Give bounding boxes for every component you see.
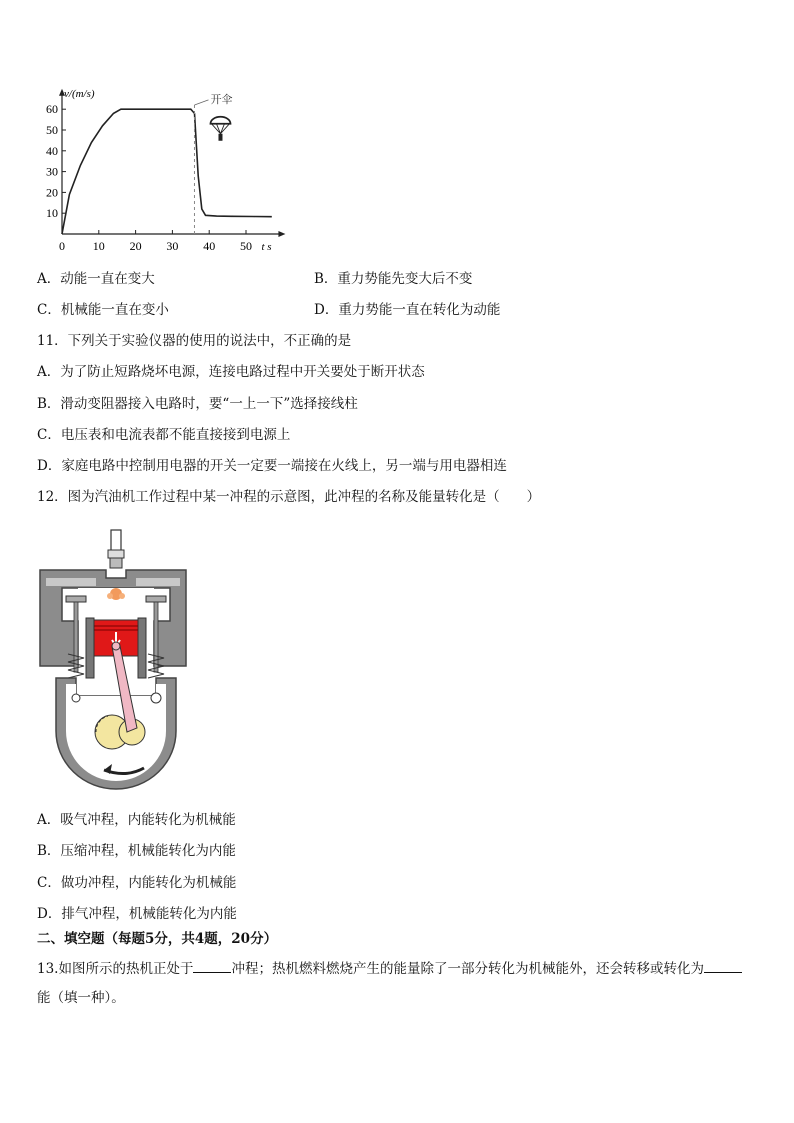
x-tick-label: 40 (203, 239, 216, 253)
annotation-label: 开伞 (210, 93, 233, 106)
q11-stem: 11．下列关于实验仪器的使用的说法中，不正确的是 (37, 333, 352, 349)
x-tick-label: 20 (129, 239, 142, 253)
chart-ticks (46, 102, 252, 253)
y-tick-label: 40 (46, 143, 58, 158)
q12-stem: 12．图为汽油机工作过程中某一冲程的示意图，此冲程的名称及能量转化是（ ） (37, 489, 541, 505)
q11-option-c: C．电压表和电流表都不能直接接到电源上 (37, 427, 291, 443)
q10-option-b: B．重力势能先变大后不变 (314, 271, 473, 287)
parachute-icon (210, 117, 230, 124)
crankshaft (95, 715, 145, 749)
y-axis-label: v/(m/s) (64, 87, 95, 100)
velocity-time-chart (28, 84, 298, 256)
chart-axes (59, 88, 285, 253)
q10-option-c: C．机械能一直在变小 (37, 302, 169, 318)
x-axis-arrow (278, 231, 285, 237)
q13-part-1: 13.如图所示的热机正处于 (37, 961, 194, 977)
q12-option-a: A．吸气冲程，内能转化为机械能 (37, 812, 236, 828)
q11-option-b: B．滑动变阻器接入电路时，要“一上一下”选择接线柱 (37, 396, 358, 412)
x-axis-label: t s (261, 241, 272, 253)
q13-part-2: 冲程；热机燃料燃烧产生的能量除了一部分转化为机械能外，还会转移或转化为 (231, 961, 704, 977)
x-tick-label: 0 (59, 239, 65, 253)
y-tick-label: 30 (46, 164, 58, 179)
q13-blank-1[interactable] (193, 958, 231, 973)
q12-option-d: D．排气冲程，机械能转化为内能 (37, 906, 237, 922)
y-tick-label: 20 (46, 185, 58, 200)
annotation-leader-line (194, 100, 208, 105)
q13-blank-2[interactable] (704, 958, 742, 973)
q13-part-3: 能（填一种）。 (37, 990, 125, 1006)
q11-option-d: D．家庭电路中控制用电器的开关一定要一端接在火线上，另一端与用电器相连 (37, 458, 507, 474)
parachute-annotation (194, 93, 232, 234)
y-tick-label: 60 (46, 102, 58, 117)
parachute-cords (211, 124, 229, 134)
q12-option-c: C．做功冲程，内能转化为机械能 (37, 875, 237, 891)
x-tick-label: 30 (166, 239, 179, 253)
q13-line-1 (37, 958, 742, 978)
gasoline-engine-diagram (36, 526, 196, 796)
x-tick-label: 50 (240, 239, 252, 253)
velocity-curve (62, 109, 272, 234)
q10-option-a: A．动能一直在变大 (37, 271, 155, 287)
x-tick-label: 10 (92, 239, 105, 253)
spark-plug (108, 530, 124, 568)
q10-option-d: D．重力势能一直在转化为动能 (314, 302, 501, 318)
q12-option-b: B．压缩冲程，机械能转化为内能 (37, 843, 236, 859)
q11-option-a: A．为了防止短路烧坏电源，连接电路过程中开关要处于断开状态 (37, 364, 425, 380)
section-2-title: 二、填空题（每题5分，共4题，20分） (37, 931, 278, 947)
y-tick-label: 50 (46, 123, 58, 137)
y-tick-label: 10 (46, 206, 58, 221)
parachutist (218, 134, 222, 141)
chart-series (62, 109, 272, 234)
